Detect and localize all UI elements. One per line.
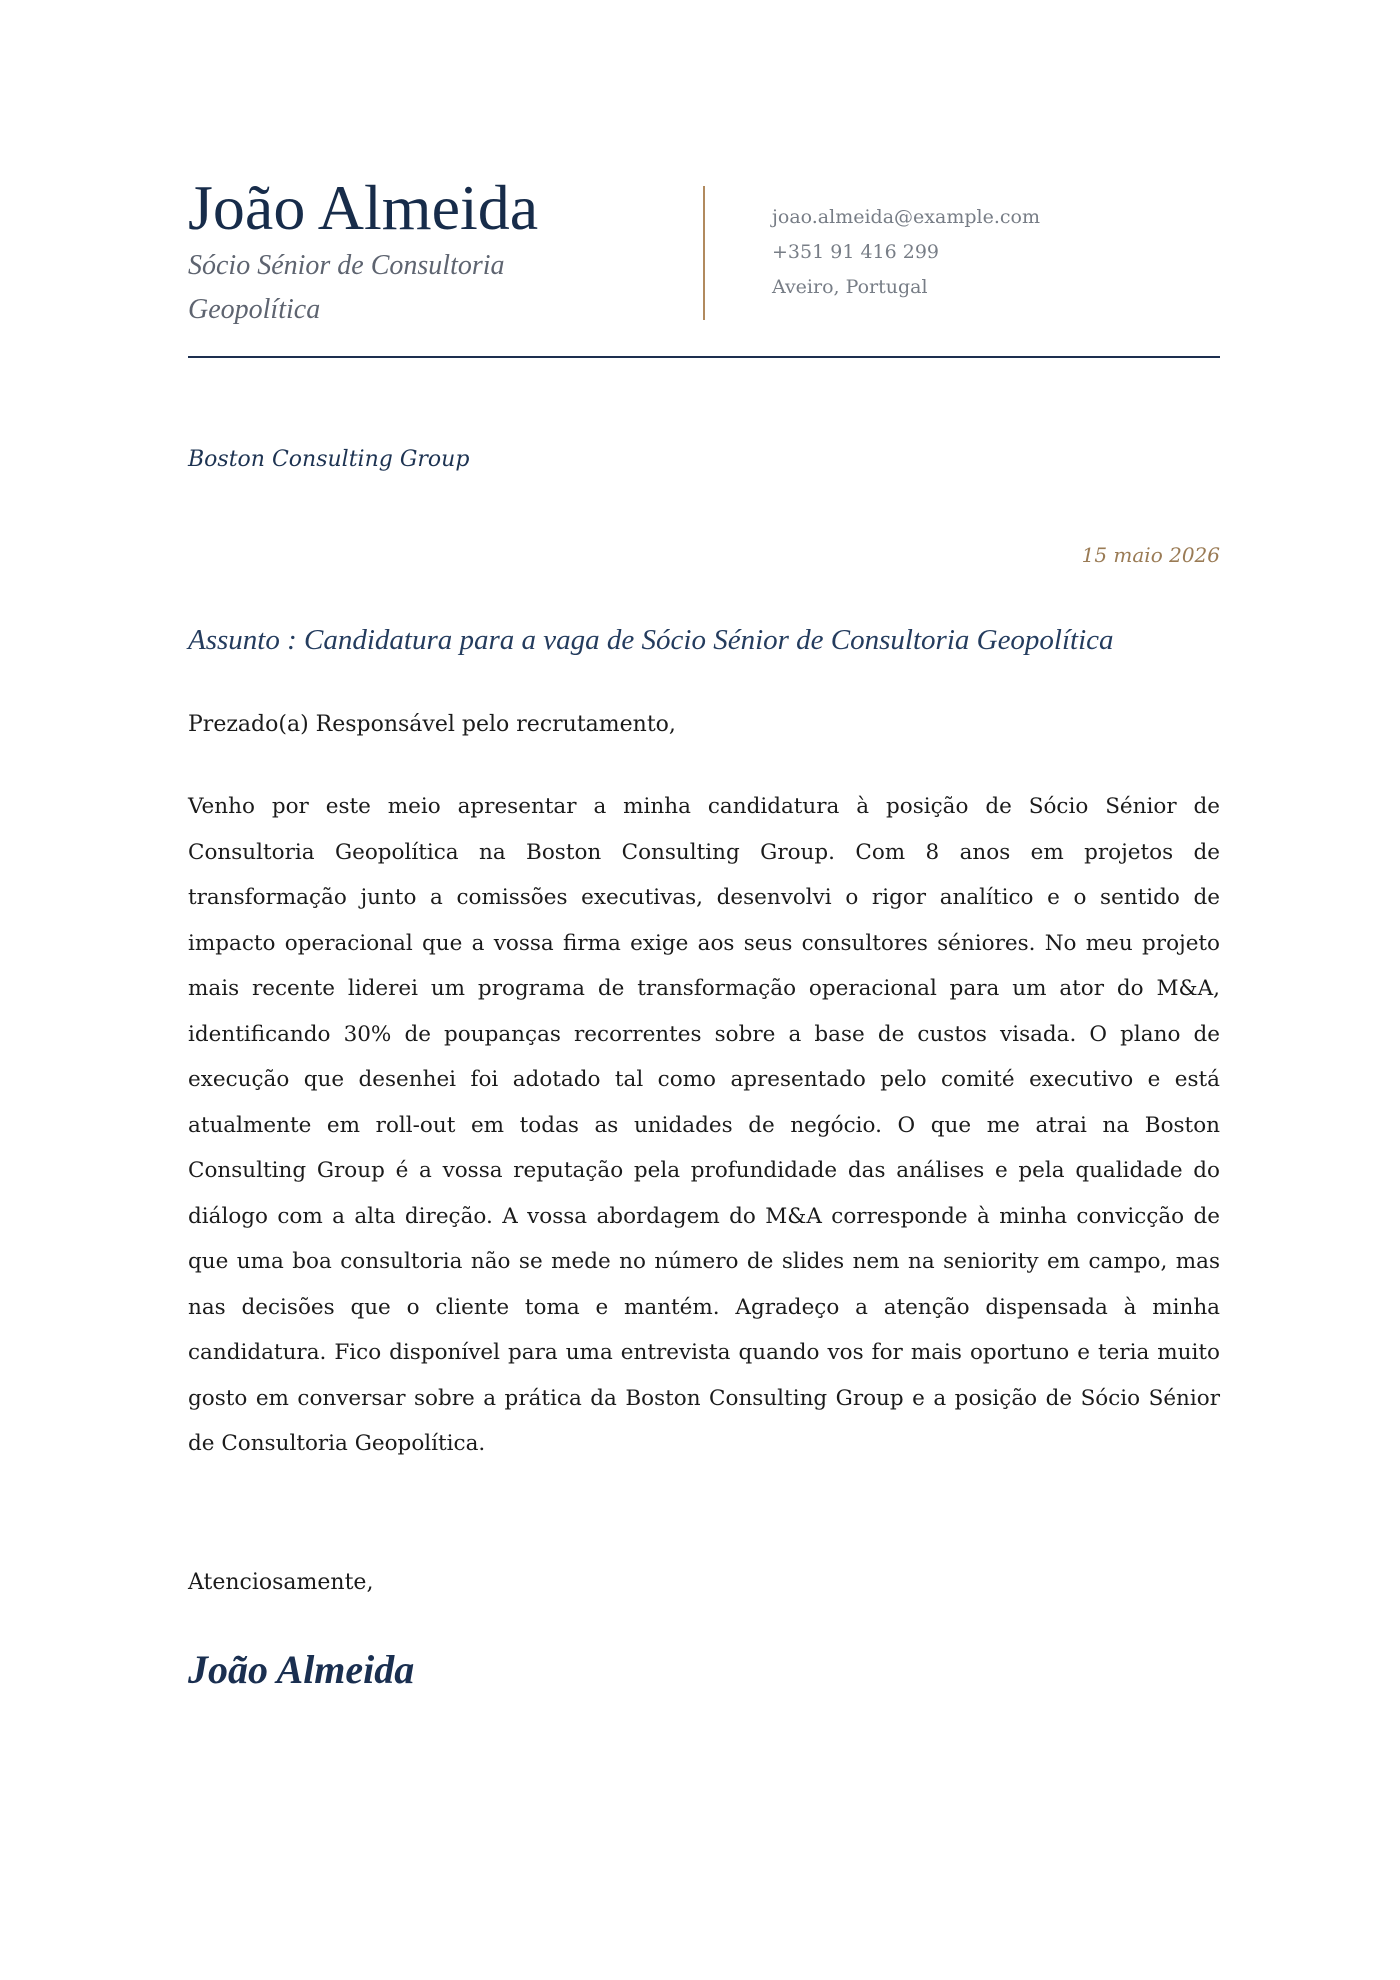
letter-closing: Atenciosamente, (188, 1570, 374, 1595)
contact-block (772, 200, 1040, 305)
recipient-company: Boston Consulting Group (188, 447, 470, 472)
contact-phone[interactable]: +351 91 416 299 (772, 241, 940, 263)
sender-name: João Almeida (188, 172, 539, 243)
letter-body: Venho por este meio apresentar a minha candidatura à posição de Sócio Sénior de Consultoria Geopolítica na Boston Consulting Group. Com 8 anos em projetos de transformação junto a comissões executivas, desenvolvi o rigor analítico e o sentido de impacto operacional que a vossa firma exige aos seus consultores séniores. No meu projeto mais recente liderei um programa de transformação operacional para um ator do M&A, identificando 30% de poupanças recorrentes sobre a base de custos visada. O plano de execução que desenhei foi adotado tal como apresentado pelo comité executivo e está atualmente em roll-out em todas as unidades de negócio. O que me atrai na Boston Consulting Group é a vossa reputação pela profundidade das análises e pela qualidade do diálogo com a alta direção. A vossa abordagem do M&A corresponde à minha convicção de que uma boa consultoria não se mede no número de slides nem na seniority em campo, mas nas decisões que o cliente toma e mantém. Agradeço a atenção dispensada à minha candidatura. Fico disponível para uma entrevista quando vos for mais oportuno e teria muito gosto em conversar sobre a prática da Boston Consulting Group e a posição de Sócio Sénior de Consultoria Geopolítica. (188, 794, 1220, 1456)
contact-email[interactable]: joao.almeida@example.com (772, 206, 1040, 228)
letter-salutation: Prezado(a) Responsável pelo recrutamento, (188, 712, 676, 737)
letter-signature: João Almeida (188, 1647, 415, 1692)
letter-date: 15 maio 2026 (1081, 543, 1220, 567)
letter-subject: Assunto : Candidatura para a vaga de Sócio Sénior de Consultoria Geopolítica (188, 624, 1114, 656)
contact-location: Aveiro, Portugal (772, 276, 928, 298)
header-divider (703, 186, 705, 320)
letter-header (188, 170, 1220, 358)
sender-job-title: Sócio Sénior de Consultoria Geopolítica (188, 250, 505, 325)
